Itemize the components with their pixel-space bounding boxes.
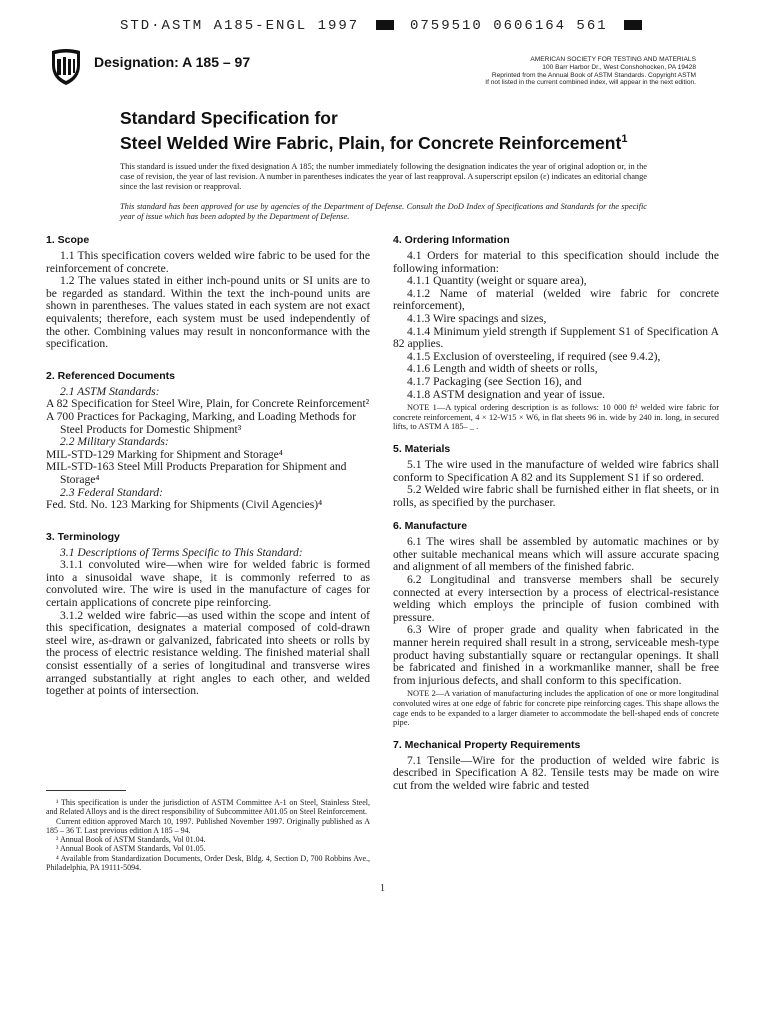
materials-5-2: 5.2 Welded wire fabric shall be furnished either in flat sheets, or in rolls, as specified by the purchaser. (393, 483, 719, 509)
manufacture-6-2: 6.2 Longitudinal and transverse members shall be securely connected at every intersection by a process of electrical-resistance welding which employs the principle of fusion combined with pressure. (393, 573, 719, 624)
running-header-left: STD·ASTM A185-ENGL 1997 (119, 18, 360, 34)
footnote-4: ⁴ Available from Standardization Documents, Order Desk, Bldg. 4, Section D, 700 Robbins Ave., Philadelphia, PA 19111-5094. (46, 853, 370, 873)
designation-label: Designation: A 185 – 97 (94, 54, 251, 70)
running-header (0, 18, 768, 34)
section-terminology (46, 531, 370, 698)
publisher-reprint: Reprinted from the Annual Book of ASTM Standards. Copyright ASTM (491, 71, 696, 79)
terminology-heading: 3. Terminology (46, 530, 120, 543)
footnote-1: ¹ This specification is under the jurisdiction of ASTM Committee A-1 on Steel, Stainless Steel, and Related Alloys and is the direct responsibility of Subcommittee A01.05 on Steel Reinforcement. (46, 798, 370, 817)
mechanical-heading: 7. Mechanical Property Requirements (393, 738, 581, 751)
section-mechanical (393, 739, 719, 793)
referenced-heading: 2. Referenced Documents (46, 369, 175, 382)
manufacture-6-1: 6.1 The wires shall be assembled by automatic machines or by other suitable mechanical means which will assure accurate spacing and alignment of all members of the finished fabric. (393, 535, 719, 574)
ordering-4-1-8: 4.1.8 ASTM designation and year of issue. (407, 387, 606, 401)
section-scope (46, 234, 370, 351)
ordering-4-1-6: 4.1.6 Length and width of sheets or rolls, (407, 362, 598, 376)
scope-heading: 1. Scope (46, 234, 90, 246)
title-line-2: Steel Welded Wire Fabric, Plain, for Concrete Reinforcement$^1$ (120, 132, 628, 153)
materials-5-1: 5.1 The wire used in the manufacture of welded wire fabrics shall conform to Specification A 82 and its Supplement S1 if so ordered. (393, 457, 719, 484)
section-ordering (393, 234, 719, 432)
ordering-4-1-2: 4.1.2 Name of material (welded wire fabric for concrete reinforcement), (393, 286, 719, 313)
publisher-block (396, 56, 696, 87)
ordering-4-1-1: 4.1.1 Quantity (weight or square area), (407, 274, 587, 288)
page-number: 1 (380, 883, 385, 894)
ordering-4-1-7: 4.1.7 Packaging (see Section 16), and (407, 374, 582, 388)
running-header-right: 0759510 0606164 561 (410, 18, 608, 34)
mechanical-7-1: 7.1 Tensile—Wire for the production of welded wire fabric is described in Specification A 82. Tensile tests may be made on wire cut from the welded wire fabric and tested (393, 753, 719, 792)
footnote-3: ³ Annual Book of ASTM Standards, Vol 01.05. (56, 844, 206, 854)
footnote-1b: Current edition approved March 10, 1997. Published November 1997. Originally published as A 185 – 36 T. Last previous edition A 185 – 94. (46, 816, 370, 835)
section-referenced-documents (46, 370, 370, 512)
terminology-3-1-1: 3.1.1 convoluted wire—when wire for welded fabric is formed into a sinusoidal wave shape, it is commonly referred to as convoluted wire. The wire is used in the manufacture of cages for certain applications of concrete pipe reinforcing. (46, 558, 370, 610)
military-standards-label: 2.2 Military Standards: (60, 435, 169, 449)
right-column (393, 234, 719, 804)
terminology-3-1: 3.1 Descriptions of Terms Specific to This Standard: (60, 545, 303, 559)
title-line-1: Standard Specification for (120, 108, 338, 128)
header-bar-mark (376, 20, 394, 30)
publisher-name: AMERICAN SOCIETY FOR TESTING AND MATERIALS (530, 56, 696, 63)
left-column (46, 234, 370, 709)
ref-a82: A 82 Specification for Steel Wire, Plain, for Concrete Reinforcement² (46, 397, 370, 411)
ordering-4-1-5: 4.1.5 Exclusion of oversteeling, if required (see 9.4.2), (407, 349, 661, 363)
dod-note: This standard has been approved for use by agencies of the Department of Defense. Consult the DoD Index of Specifications and Standards for the specific year of issue which has been adopted by the Department of Defense. (120, 202, 647, 221)
ordering-note-1: NOTE 1—A typical ordering description is as follows: 10 000 ft² welded wire fabric for concrete reinforcement, 4 × 12-W15 × W6, in flat sheets 96 in. wide by 240 in. long, in secured lifts, to ASTM A 185– _ . (393, 403, 719, 432)
issue-note: This standard is issued under the fixed designation A 185; the number immediately following the designation indicates the year of original adoption or, in the case of revision, the year of last revision. A number in parentheses indicates the year of last reapproval. A superscript epsilon (ε) indicates an editorial change since the last revision or reapproval. (120, 162, 647, 191)
materials-heading: 5. Materials (393, 442, 451, 455)
ordering-4-1: 4.1 Orders for material to this specification should include the following information: (393, 249, 719, 275)
publisher-address: 100 Barr Harbor Dr., West Conshohocken, PA 19428 (542, 63, 696, 71)
ref-a700: A 700 Practices for Packaging, Marking, and Loading Methods for Steel Products for Domestic Shipment³ (46, 409, 357, 436)
ref-fed-123: Fed. Std. No. 123 Marking for Shipments (Civil Agencies)⁴ (46, 498, 323, 512)
manufacture-6-3: 6.3 Wire of proper grade and quality when fabricated in the manner herein required shall result in a strong, serviceable mesh-type product having substantially square or rectangular openings. It shall be fabricated and finished in a workmanlike manner, shall be free from injurious defects, and shall conform to this specification. (393, 623, 719, 687)
manufacture-note-2: NOTE 2—A variation of manufacturing includes the application of one or more longitudinal convoluted wires at one edge of fabric for concrete pipe reinforcing cages. This shape allows the cage ends to be expanded to a larger diameter to accommodate the bell-shaped ends of concrete pipe. (393, 689, 719, 728)
section-manufacture (393, 520, 719, 728)
terminology-3-1-2: 3.1.2 welded wire fabric—as used within the scope and intent of this specification, designates a material composed of cold-drawn steel wire, as-drawn or galvanized, fabricated into sheets or rolls by the process of electric resistance welding. The finished material shall consist essentially of a series of longitudinal and transverse wires arranged substantially at right angles to each other, and welded together at points of intersection. (46, 608, 370, 698)
footnotes (46, 798, 370, 872)
ref-mil-163: MIL-STD-163 Steel Mill Products Preparation for Shipment and Storage⁴ (46, 460, 347, 486)
document-title (120, 108, 680, 154)
footnote-divider (46, 790, 126, 791)
ordering-4-1-4: 4.1.4 Minimum yield strength if Supplement S1 of Specification A 82 applies. (393, 324, 719, 351)
manufacture-heading: 6. Manufacture (393, 520, 468, 533)
title-footnote-mark: 1 (621, 133, 628, 145)
scope-p1: 1.1 This specification covers welded wire fabric to be used for the reinforcement of concrete. (46, 249, 370, 275)
ordering-4-1-3: 4.1.3 Wire spacings and sizes, (407, 311, 547, 325)
publisher-index-note: If not listed in the current combined index, will appear in the next edition. (485, 79, 696, 87)
section-materials (393, 443, 719, 509)
astm-logo-icon (46, 47, 86, 87)
footnote-2: ² Annual Book of ASTM Standards, Vol 01.04. (56, 835, 206, 845)
scope-p2: 1.2 The values stated in either inch-pound units or SI units are to be regarded as standard. Within the text the inch-pound units are shown in parentheses. The values stated in each system are not exact equivalents; therefore, each system must be used independently of the other. Combining values may result in nonconformance with the specification. (46, 274, 370, 351)
federal-standard-label: 2.3 Federal Standard: (60, 485, 163, 499)
ordering-heading: 4. Ordering Information (393, 234, 510, 246)
header-bar-mark-end (624, 20, 642, 30)
astm-standards-label: 2.1 ASTM Standards: (60, 384, 160, 398)
ref-mil-129: MIL-STD-129 Marking for Shipment and Storage⁴ (46, 447, 283, 461)
